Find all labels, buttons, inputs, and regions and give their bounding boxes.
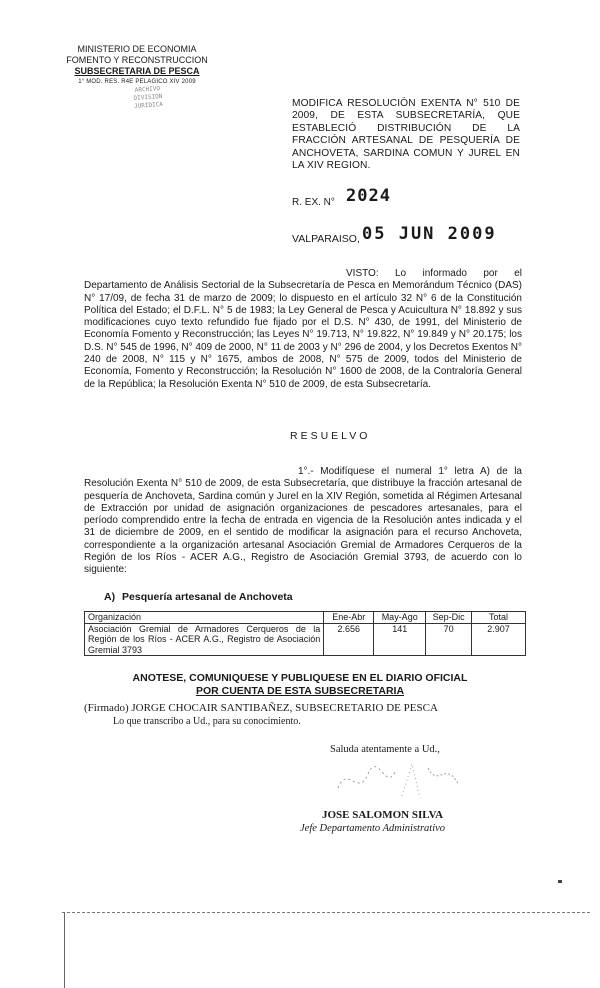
stamp-line-1: ARCHIVO [134, 85, 161, 94]
table-cell-organization: Asociación Gremial de Armadores Cerqueros de la Región de los Ríos - ACER A.G., Registro de Asociación Gremial 3793 [85, 623, 324, 656]
rex-number: 2024 [346, 186, 391, 206]
date-stamp: 05 JUN 2009 [362, 224, 497, 244]
table-cell-total: 2.907 [472, 623, 526, 656]
resolution-summary: MODIFICA RESOLUCIÓN EXENTA N° 510 DE 2009, DE ESTA SUBSECRETARÍA, QUE ESTABLECIÓ DISTRIBUCIÓN DE LA FRACCIÓN ARTESANAL DE PESQUERÍA DE ANCHOVETA, SARDINA COMUN Y JUREL EN LA XIV REGION. [292, 98, 520, 172]
table-row [85, 623, 526, 656]
handwritten-signature [330, 758, 470, 806]
section-a-title: Pesquería artesanal de Anchoveta [122, 591, 293, 603]
table-cell-sep-dic: 70 [426, 623, 472, 656]
closing-line-1: ANOTESE, COMUNIQUESE Y PUBLIQUESE EN EL DIARIO OFICIAL [132, 672, 468, 684]
signatory-title: Jefe Departamento Administrativo [300, 823, 446, 834]
table-header-cell: Organización [85, 612, 324, 624]
allocation-table [84, 611, 526, 656]
signatory-name: JOSE SALOMON SILVA [322, 809, 444, 821]
table-header-row [85, 612, 526, 624]
transcription-note: Lo que transcribo a Ud., para su conocimiento. [113, 716, 301, 727]
archive-stamp [117, 84, 179, 112]
table-cell-ene-abr: 2.656 [324, 623, 374, 656]
rex-label: R. EX. N° [292, 197, 335, 208]
table-header-cell: Ene-Abr [324, 612, 374, 624]
scan-mark [558, 880, 562, 883]
subsecretaria-label: SUBSECRETARIA DE PESCA [74, 66, 200, 76]
signed-by-line: (Firmado) JORGE CHOCAIR SANTIBAÑEZ, SUBSECRETARIO DE PESCA [84, 702, 438, 714]
greeting-line: Saluda atentamente a Ud., [330, 744, 440, 755]
section-a-letter: A) [104, 591, 116, 603]
ministry-line-2: FOMENTO Y RECONSTRUCCION [66, 55, 208, 65]
table-header-cell: Sep-Dic [426, 612, 472, 624]
place-date-row [292, 222, 532, 248]
table-header-cell: Total [472, 612, 526, 624]
letterhead [52, 44, 222, 88]
stamp-line-3: JURIDICA [133, 100, 164, 110]
resuelvo-heading: RESUELVO [290, 430, 371, 442]
footer-divider [62, 912, 590, 913]
reference-code: 1° MOD. RES. R4E PELAGICO XIV 2009 [78, 79, 196, 85]
article-1-paragraph: 1°.- Modifíquese el numeral 1° letra A) de la Resolución Exenta N° 510 de 2009, de esta Subsecretaría, que distribuye la fracción artesanal de pesquería de Anchoveta, Sardina común y Jurel en la XIV Región, sometida al Régimen Artesanal de Extracción por unidad de asignación organizaciones de pescadores artesanales, para el período comprendido entre la fecha de entrada en vigencia de la Resolución antes indicada y el 31 de diciembre de 2009, en el sentido de modificar la asignación para el recurso Anchoveta, correspondiente a la organización artesanal Asociación Gremial de Armadores Cerqueros de la Región de los Ríos - ACER A.G., Registro de Asociación Gremial 3793, de acuerdo con lo siguiente: [84, 466, 522, 576]
place-label: VALPARAISO, [292, 233, 360, 245]
visto-paragraph: VISTO: Lo informado por el Departamento de Análisis Sectorial de la Subsecretaría de Pesca en Memorándum Técnico (DAS) N° 17/09, de fecha 31 de marzo de 2009; lo dispuesto en el artículo 32 N° 6 de la Constitución Política del Estado; el D.F.L. N° 5 de 1983; la Ley General de Pesca y Acuicultura N° 18.892 y sus modificaciones cuyo texto refundido fue fijado por el D.S. N° 430, de 1991, del Ministerio de Economía Fomento y Reconstrucción; las Leyes N° 19.713, N° 19.822, N° 19.849 y N° 20.175; los D.S. N° 545 de 1996, N° 409 de 2000, N° 11 de 2003 y N° 296 de 2004, y los Decretos Exentos N° 240 de 2008, N° 115 y N° 1675, ambos de 2008, N° 575 de 2009, todos del Ministerio de Economía, Fomento y Reconstrucción; la Resolución N° 1600 de 2008, de la Contraloría General de la República; la Resolución Exenta N° 510 de 2009, de esta Subsecretaría. [84, 268, 522, 390]
table-cell-may-ago: 141 [374, 623, 426, 656]
section-a-heading [104, 591, 293, 603]
ministry-line-1: MINISTERIO DE ECONOMIA [77, 44, 197, 54]
closing-block [100, 672, 500, 698]
closing-line-2: POR CUENTA DE ESTA SUBSECRETARIA [195, 685, 405, 697]
stamp-line-2: DIVISION [133, 93, 163, 103]
left-margin-line [64, 912, 65, 988]
resolution-number-row [292, 186, 522, 212]
table-header-cell: May-Ago [374, 612, 426, 624]
